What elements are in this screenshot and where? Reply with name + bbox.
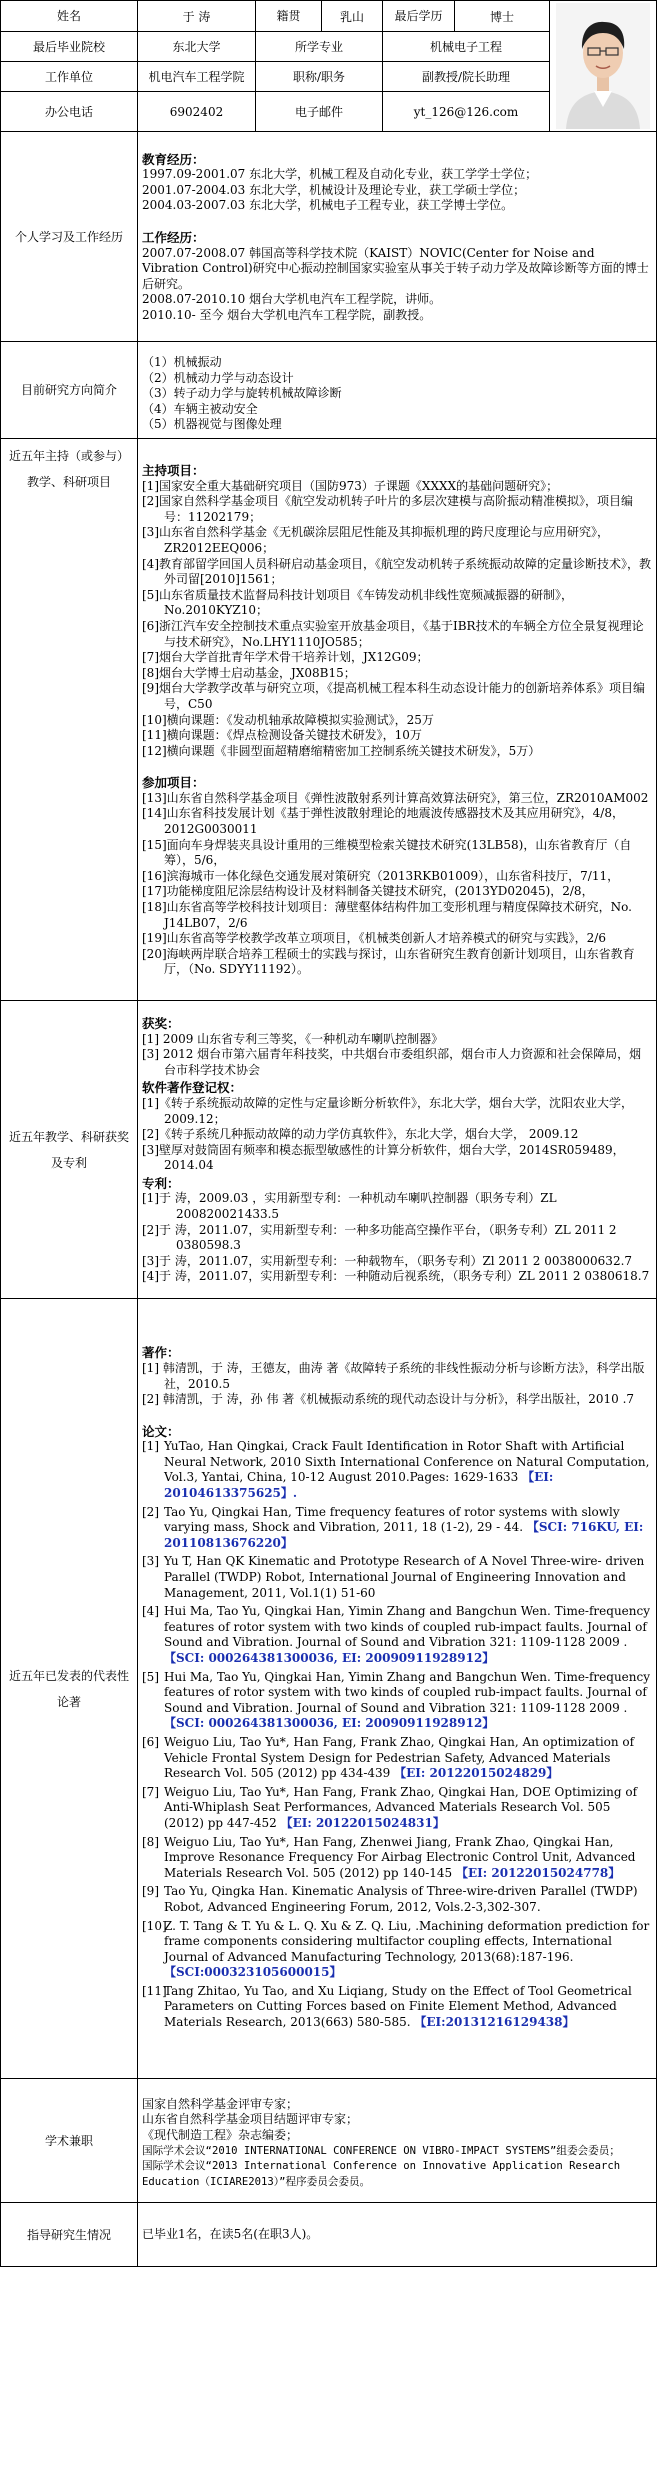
paper-text: YuTao, Han Qingkai, Crack Fault Identification in Rotor Shaft with Artificial Neural Network, 2010 Sixth International Conference on Natural Computation, Vol.3, Yantai, China, 10-12 August 2010.Pages: 1629-1633 — [164, 1439, 650, 1485]
research-item: （5）机器视觉与图像处理 — [142, 417, 282, 432]
research-item: （4）车辆主被动安全 — [142, 401, 258, 416]
edu-item: 2001.07-2004.03 东北大学，机械设计及理论专业，获工学硕士学位； — [142, 182, 526, 197]
paper-list — [142, 1439, 652, 2030]
project-item: [3]山东省自然科学基金《无机碳涂层阻尼性能及其抑振机理的跨尺度理论与应用研究》，ZR2012EEQ006； — [142, 525, 610, 555]
degree-value: 博士 — [455, 1, 550, 32]
research-content — [138, 342, 657, 439]
paper-text: Hui Ma, Tao Yu, Qingkai Han, Yimin Zhang and Bangchun Wen. Time-frequency features of rotor system with two kinds of coupled rub-impact faults. Journal of Sound and Vibration. Journal of Sound and Vibration 321: 1109-1128 2009 . — [164, 1604, 651, 1650]
paper-number: [6] — [142, 1734, 159, 1749]
project-item: [14]山东省科技发展计划《基于弹性波散射理论的地震波传感器技术及其应用研究》，4/8，2012G0030011 — [142, 806, 624, 837]
books-heading: 著作： — [142, 1345, 180, 1361]
paper-number: [4] — [142, 1604, 159, 1619]
project-item: [5]山东省质量技术监督局科技计划项目《车铸发动机非线性宽频减振器的研制》，No.2010KYZ10； — [142, 587, 574, 618]
award-item: [1] 2009 山东省专利三等奖，《一种机动车喇叭控制器》 — [142, 1031, 444, 1046]
project-item: [18]山东省高等学校科技计划项目：薄壁壑体结构件加工变形机理与精度保障技术研究，No. J14LB07，2/6 — [142, 900, 632, 930]
paper-text: Weiguo Liu, Tao Yu*, Han Fang, Zhenwei Jiang, Frank Zhao, Qingkai Han, Improve Resonance Frequency For Airbag Electronic Control Unit, Advanced Materials Research Vol. 505 (2012) pp 140-145 — [164, 1834, 636, 1880]
paper-item — [142, 1835, 652, 1882]
index-tag: 【EI:20131216129438】 — [414, 2015, 575, 2030]
project-item: [7]烟台大学首批青年学术骨干培养计划，JX12G09； — [142, 650, 429, 665]
edu-item: 1997.09-2001.07 东北大学，机械工程及自动化专业，获工学学士学位； — [142, 167, 538, 182]
index-tag: 【SCI: 000264381300036, EI: 20090911928912】 — [164, 1716, 495, 1731]
origin-value: 乳山 — [322, 1, 383, 32]
papers-heading: 论文： — [142, 1423, 180, 1439]
work-heading: 工作经历： — [142, 229, 205, 245]
phone-value: 6902402 — [138, 92, 256, 132]
project-item: [8]烟台大学博士启动基金，JX08B15； — [142, 665, 356, 680]
lead-projects-heading: 主持项目： — [142, 463, 205, 478]
service-item: 山东省自然科学基金项目结题评审专家； — [142, 2112, 359, 2127]
software-item: [2]《转子系统几种振动故障的动力学仿真软件》，东北大学，烟台大学， 2009.12 — [142, 1127, 579, 1142]
paper-text: Weiguo Liu, Tao Yu*, Han Fang, Frank Zhao, Qingkai Han, An optimization of Vehicle Frontal System Design for Pedestrian Safety, Advanced Materials Research Vol. 505 (2012) pp 434-439 — [164, 1734, 635, 1781]
portrait-photo — [556, 3, 650, 129]
paper-number: [2] — [142, 1504, 159, 1519]
book-item: [2] 韩清凯，于 涛，孙 伟 著《机械振动系统的现代动态设计与分析》，科学出版社，2010 .7 — [142, 1392, 635, 1407]
origin-label: 籍贯 — [256, 1, 322, 32]
service-item: 《现代制造工程》杂志编委； — [142, 2127, 299, 2142]
project-item: [16]滨海城市一体化绿色交通发展对策研究（2013RKB01009），山东省科技厅，7/11， — [142, 868, 620, 883]
project-item: [4]教育部留学回国人员科研启动基金项目，《航空发动机转子系统振动故障的定量诊断技术》，教外司留[2010]1561； — [142, 556, 652, 587]
major-value: 机械电子工程 — [383, 32, 550, 62]
project-item: [13]山东省自然科学基金项目《弹性波散射系列计算高效算法研究》，第三位，ZR2010AM002 — [142, 790, 649, 805]
work-label: 工作单位 — [1, 62, 138, 92]
students-text: 已毕业1名，在读5名(在职3人)。 — [142, 2226, 319, 2241]
email-label: 电子邮件 — [256, 92, 383, 132]
paper-number: [7] — [142, 1784, 159, 1799]
papers-label: 近五年已发表的代表性论著 — [1, 1299, 138, 2079]
project-item: [6]浙江汽车安全控制技术重点实验室开放基金项目，《基于IBR技术的车辆全方位全景复视理论与技术研究》，No.LHY1110JO585； — [142, 618, 644, 649]
project-item: [12]横向课题《非圆型面超精磨缩精密加工控制系统关键技术研发》，5万） — [142, 743, 541, 758]
paper-item — [142, 1505, 652, 1552]
paper-text: Weiguo Liu, Tao Yu*, Han Fang, Frank Zhao, Qingkai Han, DOE Optimizing of Anti-Whiplash Seat Performances, Advanced Materials Research Vol. 505 (2012) pp 447-452 — [164, 1784, 638, 1830]
work-item: 2008.07-2010.10 烟台大学机电汽车工程学院，讲师。 — [142, 292, 442, 307]
project-item: [15]面向车身焊装夹具设计重用的三维模型检索关键技术研究(13LB58)，山东省教育厅（自筹），5/6， — [142, 837, 632, 868]
book-item: [1] 韩清凯，于 涛，王德友，曲涛 著《故障转子系统的非线性振动分析与诊断方法》，科学出版社，2010.5 — [142, 1360, 645, 1391]
papers-content — [138, 1299, 657, 2079]
email-value: yt_126@126.com — [383, 92, 550, 132]
service-item: 国家自然科学基金评审专家； — [142, 2096, 299, 2111]
paper-item — [142, 1554, 652, 1601]
research-item: （3）转子动力学与旋转机械故障诊断 — [142, 386, 342, 401]
service-item: 国际学术会议“2013 International Conference on Innovative Application Research Education（ICIARE2013）”程序委员会委员。 — [142, 2160, 621, 2188]
paper-item — [142, 1670, 652, 1732]
paper-number: [5] — [142, 1669, 159, 1684]
name-value: 于 涛 — [138, 1, 256, 32]
patent-item: [1]于 涛，2009.03 ，实用新型专利：一种机动车喇叭控制器（职务专利）ZL 200820021433.5 — [142, 1191, 557, 1222]
paper-text: Hui Ma, Tao Yu, Qingkai Han, Yimin Zhang and Bangchun Wen. Time-frequency features of rotor system with two kinds of coupled rub-impact faults. Journal of Sound and Vibration. Journal of Sound and Vibration 321: 1109-1128 2009 . — [164, 1669, 651, 1715]
service-item: 国际学术会议“2010 INTERNATIONAL CONFERENCE ON VIBRO-IMPACT SYSTEMS”组委会委员； — [142, 2144, 620, 2157]
project-item: [17]功能梯度阻尼涂层结构设计及材料制备关键技术研究，(2013YD02045)，2/8， — [142, 884, 594, 899]
software-item: [3]壁厚对鼓筒固有频率和模态振型敏感性的计算分析软件，烟台大学，2014SR059489，2014.04 — [142, 1142, 625, 1173]
phone-label: 办公电话 — [1, 92, 138, 132]
projects-label: 近五年主持（或参与）教学、科研项目 — [1, 439, 138, 1001]
work-item: 2007.07-2008.07 韩国高等科学技术院（KAIST）NOVIC(Center for Noise and Vibration Control)研究中心振动控制国家实验室从事关于转子动力学及故障诊断等方面的博士后研究。 — [142, 245, 649, 291]
resume-content — [138, 132, 657, 342]
degree-label: 最后学历 — [383, 1, 455, 32]
project-item: [2]国家自然科学基金项目《航空发动机转子叶片的多层次建模与高阶振动精准模拟》，项目编号：11202179； — [142, 494, 634, 524]
index-tag: 【EI: 20122015024829】 — [394, 1766, 559, 1781]
patent-item: [2]于 涛，2011.07，实用新型专利：一种多功能高空操作平台，（职务专利）ZL 2011 2 0380598.3 — [142, 1222, 617, 1253]
paper-text: Z. T. Tang & T. Yu & L. Q. Xu & Z. Q. Liu, .Machining deformation prediction for frame components considering multifactor coupling effects, International Journal of Advanced Manufacturing Technology, 2013(68):187-196. — [164, 1918, 650, 1964]
award-heading: 获奖： — [142, 1015, 180, 1031]
paper-item — [142, 1735, 652, 1782]
research-item: （1）机械振动 — [142, 355, 222, 370]
project-item: [11]横向课题：《焊点检测设备关键技术研发》，10万 — [142, 728, 422, 743]
awards-content — [138, 1001, 657, 1299]
paper-number: [3] — [142, 1554, 159, 1569]
index-tag: 【SCI: 000264381300036, EI: 20090911928912】 — [164, 1651, 495, 1666]
work-item: 2010.10- 至今 烟台大学机电汽车工程学院，副教授。 — [142, 307, 432, 322]
title-value: 副教授/院长助理 — [383, 62, 550, 92]
paper-number: [9] — [142, 1884, 159, 1899]
paper-number: [10] — [142, 1918, 167, 1933]
school-value: 东北大学 — [138, 32, 256, 62]
join-projects-heading: 参加项目： — [142, 775, 205, 791]
title-label: 职称/职务 — [256, 62, 383, 92]
research-label: 目前研究方向简介 — [1, 342, 138, 439]
paper-number: [8] — [142, 1834, 159, 1849]
awards-label: 近五年教学、科研获奖及专利 — [1, 1001, 138, 1299]
project-item: [19]山东省高等学校教学改革立项项目，《机械类创新人才培养模式的研究与实践》，2/6 — [142, 931, 606, 946]
paper-item — [142, 1604, 652, 1666]
school-label: 最后毕业院校 — [1, 32, 138, 62]
paper-item — [142, 1919, 652, 1981]
paper-text: Tao Yu, Qingkai Han, Time frequency features of rotor systems with slowly varying mass, Shock and Vibration, 2011, 18 (1-2), 29 - 44. — [164, 1504, 620, 1535]
students-label: 指导研究生情况 — [1, 2203, 138, 2267]
paper-item — [142, 1785, 652, 1832]
paper-number: [1] — [142, 1439, 159, 1454]
project-item: [9]烟台大学教学改革与研究立项，《提高机械工程本科生动态设计能力的创新培养体系》项目编号，C50 — [142, 681, 646, 711]
award-item: [3] 2012 烟台市第六届青年科技奖，中共烟台市委组织部，烟台市人力资源和社会保障局，烟台市科学技术协会 — [142, 1047, 642, 1077]
paper-item — [142, 1984, 652, 2031]
index-tag: 【SCI: 716KU, EI: 20110813676220】 — [164, 1520, 644, 1550]
service-content — [138, 2079, 657, 2203]
projects-content — [138, 439, 657, 1001]
service-label: 学术兼职 — [1, 2079, 138, 2203]
software-item: [1]《转子系统振动故障的定性与定量诊断分析软件》，东北大学，烟台大学，沈阳农业大学，2009.12； — [142, 1095, 634, 1126]
project-item: [10]横向课题：《发动机轴承故障模拟实验测试》，25万 — [142, 712, 434, 727]
paper-text: Tao Yu, Qingka Han. Kinematic Analysis of Three-wire-driven Parallel (TWDP) Robot, Advanced Engineering Forum, 2012, Vols.2-3,302-307. — [164, 1884, 638, 1914]
paper-number: [11] — [142, 1983, 167, 1998]
edu-heading: 教育经历： — [142, 151, 205, 167]
index-tag: 【EI: 20104613375625】. — [164, 1470, 554, 1501]
patent-item: [4]于 涛，2011.07，实用新型专利：一种随动后视系统，（职务专利）ZL 2011 2 0380618.7 — [142, 1269, 650, 1284]
index-tag: 【SCI:000323105600015】 — [164, 1965, 342, 1980]
project-item: [20]海峡两岸联合培养工程硕士的实践与探讨，山东省研究生教育创新计划项目，山东省教育厅，（No. SDYY11192）。 — [142, 946, 635, 977]
edu-item: 2004.03-2007.03 东北大学，机械电子工程专业，获工学博士学位。 — [142, 198, 514, 213]
resume-label: 个人学习及工作经历 — [1, 132, 138, 342]
patent-heading: 专利： — [142, 1175, 180, 1191]
index-tag: 【EI: 20122015024778】 — [456, 1865, 621, 1880]
students-content — [138, 2203, 657, 2267]
photo-cell — [550, 1, 657, 132]
software-heading: 软件著作登记权： — [142, 1080, 243, 1096]
name-label: 姓名 — [1, 1, 138, 32]
paper-text: Yu T, Han QK Kinematic and Prototype Research of A Novel Three-wire- driven Parallel (TWDP) Robot, International Journal of Engineering Innovation and Management, 2011, Vol.1(1) 51-60 — [164, 1554, 645, 1600]
paper-item — [142, 1439, 652, 1501]
project-item: [1]国家安全重大基础研究项目（国防973）子课题《XXXX的基础问题研究》； — [142, 478, 559, 493]
paper-item — [142, 1884, 652, 1915]
major-label: 所学专业 — [256, 32, 383, 62]
paper-text: Tang Zhitao, Yu Tao, and Xu Liqiang, Study on the Effect of Tool Geometrical Parameters on Cutting Forces based on Finite Element Method, Advanced Materials Research, 2013(663) 580-585. — [164, 1983, 632, 2030]
research-item: （2）机械动力学与动态设计 — [142, 370, 294, 385]
index-tag: 【EI: 20122015024831】 — [280, 1815, 445, 1830]
patent-item: [3]于 涛，2011.07，实用新型专利：一种载物车，（职务专利）Zl 2011 2 0038000632.7 — [142, 1253, 633, 1268]
work-value: 机电汽车工程学院 — [138, 62, 256, 92]
